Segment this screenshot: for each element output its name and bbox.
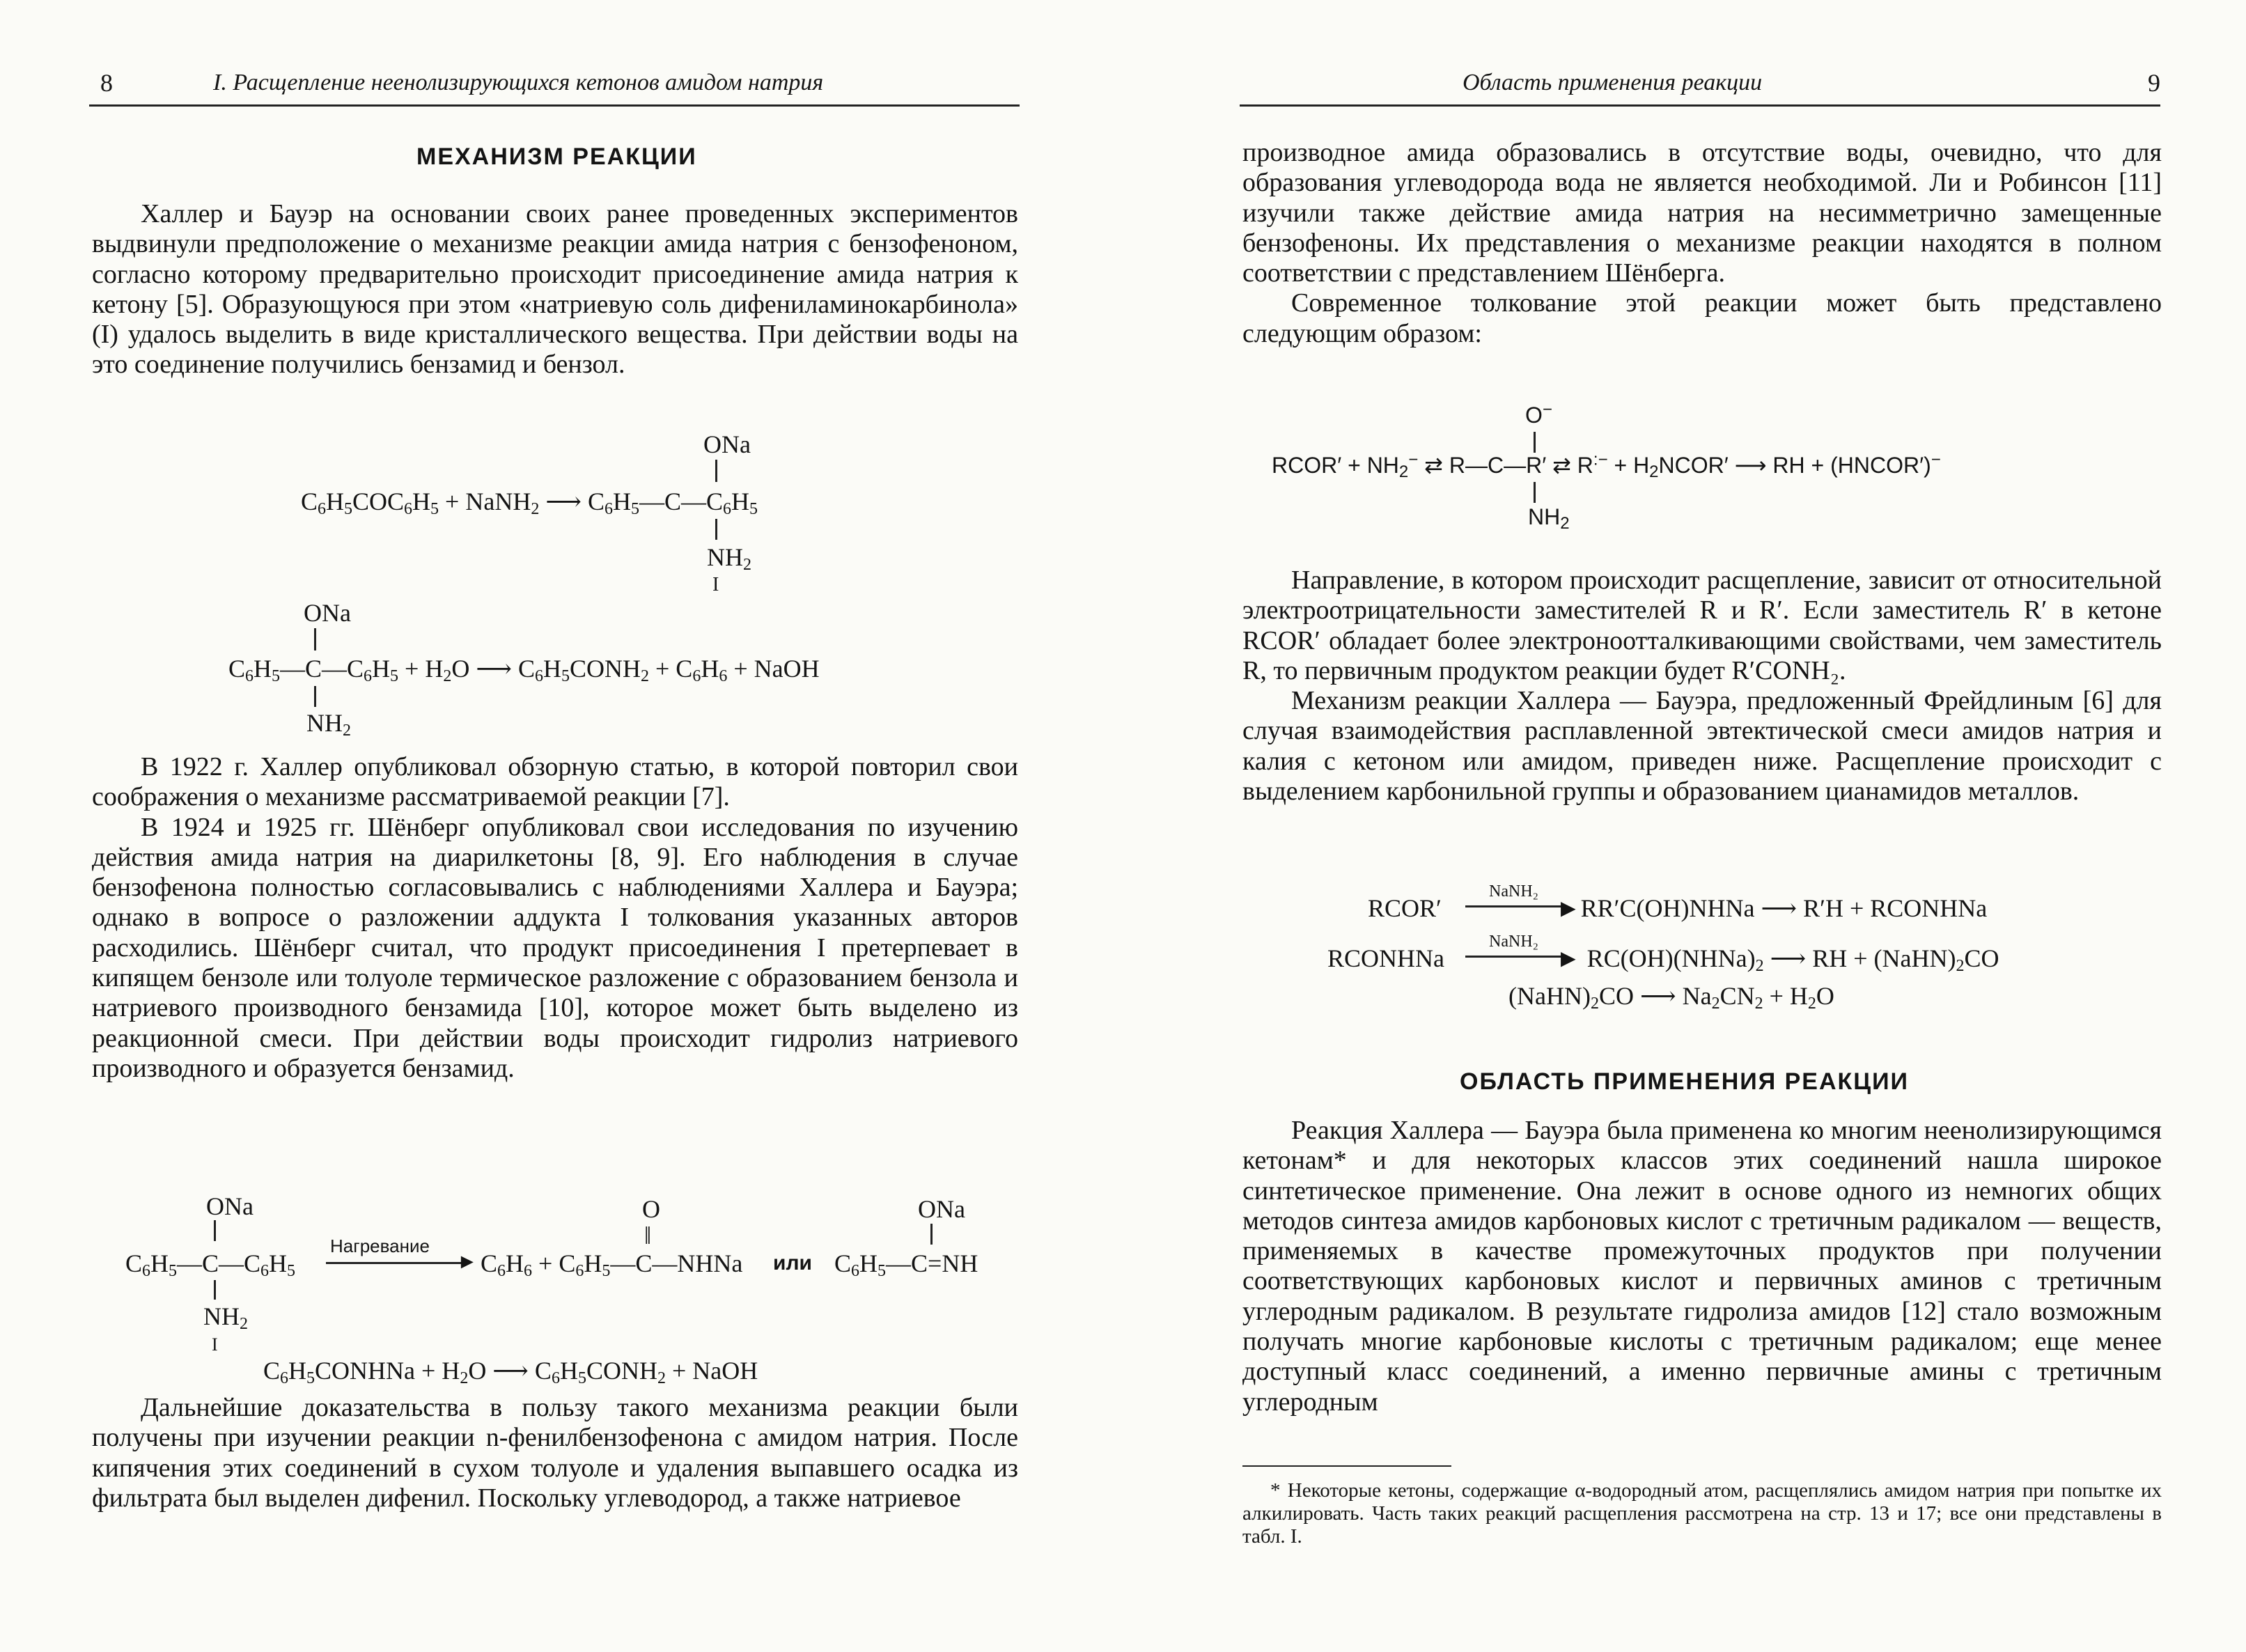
left-running-header	[89, 64, 1020, 107]
left-page: 8 I. Расщепление неенолизирующихся кетонов амидом натрия МЕХАНИЗМ РЕАКЦИИ Халлер и Бауэр на основании своих ранее проведенных экспериментов выдвинули предположение о механизме реакции амида натрия с бензофеноном, согласно которому предварительно происходит присоединение амида натрия к кетону [5]. Образующуюся при этом «натриевую соль дифениламинокарбинола» (I) удалось выделить в виде кристаллического вещества. При действии воды на это соединение получились бензамид и бензол. ONa $C_6H_5COC_6H_5$ + NaNH$_2$ ⟶ $C_6H_5—C—C_6H_5$ $NH_2$ I ONa $C_6H_5—C—C_6H_5 + H_2O$ ⟶ $C_6H_5CONH_2 + C_6H_6$ + NaOH $NH_2$ В 1922 г. Халлер опубликовал обзорную статью, в которой повторил свои соображения о механизме рассматриваемой реакции [7]. В 1924 и 1925 гг. Шёнберг опубликовал свои исследования по изучению действия амида натрия на диарилкетоны [8, 9]. Его наблюдения в случае бензофенона полностью согласовывались с наблюдениями Халлера и Бауэра; однако в вопросе о разложении аддукта I толкования указанных авторов расходились. Шёнберг считал, что продукт присоединения I претерпевает в кипящем бензоле или толуоле термическое разложение с образованием бензола и натриевого производного бензамида [10], которое может быть выделено из реакционной смеси. При действии воды происходит гидролиз натриевого производного и образуется бензамид. ONa $C_6H_5—C—C_6H_5$ $NH_2$ I Нагревание ► $C_6H_6$ + $C_6H_5—C—NHNa$ O ‖ или ONa $C_6H_5—C=NH$ $C_6H_5CONHNa + H_2O$ ⟶ $C_6H_5CONH_2$ + NaOH Дальнейшие доказательства в пользу такого механизма реакции были получены при изучении реакции n-фенилбензофенона с амидом натрия. После кипячения этих соединений в сухом толуоле и удаления выпавшего осадка из фильтрата был выделен дифенил. Поскольку углеводород, а также натриевое	[0, 0, 1114, 1652]
right-paragraph-3: Направление, в котором происходит расщепление, зависит от относительной электроотрицательности заместителей R и R′. Если заместитель R′ в кетоне RCOR′ обладает более электроноотталкивающими свойствами, чем заместитель R, то первичным продуктом реакции будет R′CONH₂.	[1242, 566, 2162, 685]
left-page-number: 8	[100, 69, 113, 97]
section-title-mechanism: МЕХАНИЗМ РЕАКЦИИ	[416, 143, 697, 170]
left-text-block-3	[92, 1393, 1018, 1513]
left-paragraph-3: В 1924 и 1925 гг. Шёнберг опубликовал свои исследования по изучению действия амида натрия на диарилкетоны [8, 9]. Его наблюдения в случае бензофенона полностью согласовывались с наблюдениями Халлера и Бауэра; однако в вопросе о разложении аддукта I толкования указанных авторов расходились. Шёнберг считал, что продукт присоединения I претерпевает в кипящем бензоле или толуоле термическое разложение с образованием бензола и натриевого производного бензамида [10], которое может быть выделено из реакционной смеси. При действии воды происходит гидролиз натриевого производного и образуется бензамид.	[92, 812, 1018, 1083]
section-title-scope: ОБЛАСТЬ ПРИМЕНЕНИЯ РЕАКЦИИ	[1460, 1068, 1909, 1095]
reagent-label-2: NaNH₂	[1489, 933, 1539, 951]
left-paragraph-4: Дальнейшие доказательства в пользу такого механизма реакции были получены при изучении реакции n-фенилбензофенона с амидом натрия. После кипячения этих соединений в сухом толуоле и удаления выпавшего осадка из фильтрата был выделен дифенил. Поскольку углеводород, а также натриевое	[92, 1393, 1018, 1513]
footnote	[1242, 1479, 2162, 1548]
heating-condition-label: Нагревание	[330, 1236, 430, 1256]
left-paragraph-2: В 1922 г. Халлер опубликовал обзорную статью, в которой повторил свои соображения о механизме рассматриваемой реакции [7].	[92, 752, 1018, 812]
right-paragraph-1: производное амида образовались в отсутствие воды, очевидно, что для образования углеводорода вода не является необходимой. Ли и Робинсон [11] изучили также действие амида натрия на несимметрично замещенные бензофеноны. Их представления о механизме реакции находятся в полном соответствии с представлением Шёнберга.	[1242, 138, 2162, 288]
right-page: Область применения реакции 9 производное амида образовались в отсутствие воды, очевидно, что для образования углеводорода вода не является необходимой. Ли и Робинсон [11] изучили также действие амида натрия на несимметрично замещенные бензофеноны. Их представления о механизме реакции находятся в полном соответствии с представлением Шёнберга. Современное толкование этой реакции может быть представлено следующим образом: O− RCOR′ + $NH_2^-$ ⇄ R—C—R′ ⇄ $R^{:-} + H_2NCOR'$ ⟶ RH + (HNCOR′)− $NH_2$ Направление, в котором происходит расщепление, зависит от относительной электроотрицательности заместителей R и R′. Если заместитель R′ в кетоне RCOR′ обладает более электроноотталкивающими свойствами, чем заместитель R, то первичным продуктом реакции будет R′CONH₂. Механизм реакции Халлера — Бауэра, предложенный Фрейдлиным [6] для случая взаимодействия расплавленной эвтектической смеси амидов натрия и калия с кетоном или амидом, приведен ниже. Расщепление происходит с выделением карбонильной группы и образованием цианамидов металлов. RCOR′ NaNH₂ ►RR′C(OH)NHNa ⟶ R′H + RCONHNa RCONHNa NaNH₂ ► $RC(OH)(NHNa)_2$ ⟶ RH + $(NaHN)_2CO$ $(NaHN)_2CO$ ⟶ $Na_2CN_2 + H_2O$ ОБЛАСТЬ ПРИМЕНЕНИЯ РЕАКЦИИ Реакция Халлера — Бауэра была применена ко многим неенолизирующимся кетонам* и для некоторых классов этих соединений нашла широкое синтетическое применение. Она лежит в основе одного из немногих общих методов синтеза амидов карбоновых кислот с третичным радикалом — веществ, применяемых в качестве промежуточных продуктов при получении соответствующих карбоновых кислот и первичных аминов с третичным углеродным радикалом. В результате гидролиза амидов [12] стало возможным получать многие карбоновые кислоты с третичным радикалом; еще менее доступный класс соединений, а именно первичные амины с третичным углеродным * Некоторые кетоны, содержащие α-водородный атом, расщеплялись амидом натрия при попытке их алкилировать. Часть таких реакций расщепления рассмотрена на стр. 13 и 17; все они представлены в табл. I.	[1114, 0, 2246, 1652]
right-paragraph-5: Реакция Халлера — Бауэра была применена ко многим неенолизирующимся кетонам* и для некоторых классов этих соединений нашла широкое синтетическое применение. Она лежит в основе одного из немногих общих методов синтеза амидов карбоновых кислот с третичным радикалом — веществ, применяемых в качестве промежуточных продуктов при получении соответствующих карбоновых кислот и первичных аминов с третичным углеродным радикалом. В результате гидролиза амидов [12] стало возможным получать многие карбоновые кислоты с третичным радикалом; еще менее доступный класс соединений, а именно первичные амины с третичным углеродным	[1242, 1116, 2162, 1417]
right-paragraph-4: Механизм реакции Халлера — Бауэра, предложенный Фрейдлиным [6] для случая взаимодействия расплавленной эвтектической смеси амидов натрия и калия с кетоном или амидом, приведен ниже. Расщепление происходит с выделением карбонильной группы и образованием цианамидов металлов.	[1242, 686, 2162, 806]
left-text-block-2	[92, 752, 1018, 1084]
right-text-block-3	[1242, 1116, 2162, 1417]
footnote-text: * Некоторые кетоны, содержащие α-водородный атом, расщеплялись амидом натрия при попытке их алкилировать. Часть таких реакций расщепления рассмотрена на стр. 13 и 17; все они представлены в табл. I.	[1242, 1479, 2162, 1548]
or-word: или	[773, 1252, 812, 1275]
left-paragraph-1: Халлер и Бауэр на основании своих ранее проведенных экспериментов выдвинули предположение о механизме реакции амида натрия с бензофеноном, согласно которому предварительно происходит присоединение амида натрия к кетону [5]. Образующуюся при этом «натриевую соль дифениламинокарбинола» (I) удалось выделить в виде кристаллического вещества. При действии воды на это соединение получились бензамид и бензол.	[92, 199, 1018, 380]
footnote-rule	[1242, 1465, 1451, 1467]
right-text-block-1	[1242, 138, 2162, 349]
right-paragraph-2: Современное толкование этой реакции может быть представлено следующим образом:	[1242, 288, 2162, 348]
reagent-label-1: NaNH₂	[1489, 882, 1539, 901]
right-page-number: 9	[2148, 69, 2160, 97]
right-running-title: Область применения реакции	[1463, 70, 1763, 95]
left-text-block-1	[92, 199, 1018, 380]
right-running-header	[1240, 64, 2160, 107]
left-running-title: I. Расщепление неенолизирующихся кетонов амидом натрия	[213, 70, 824, 95]
compound-label-I: I	[712, 574, 719, 595]
right-text-block-2	[1242, 566, 2162, 806]
